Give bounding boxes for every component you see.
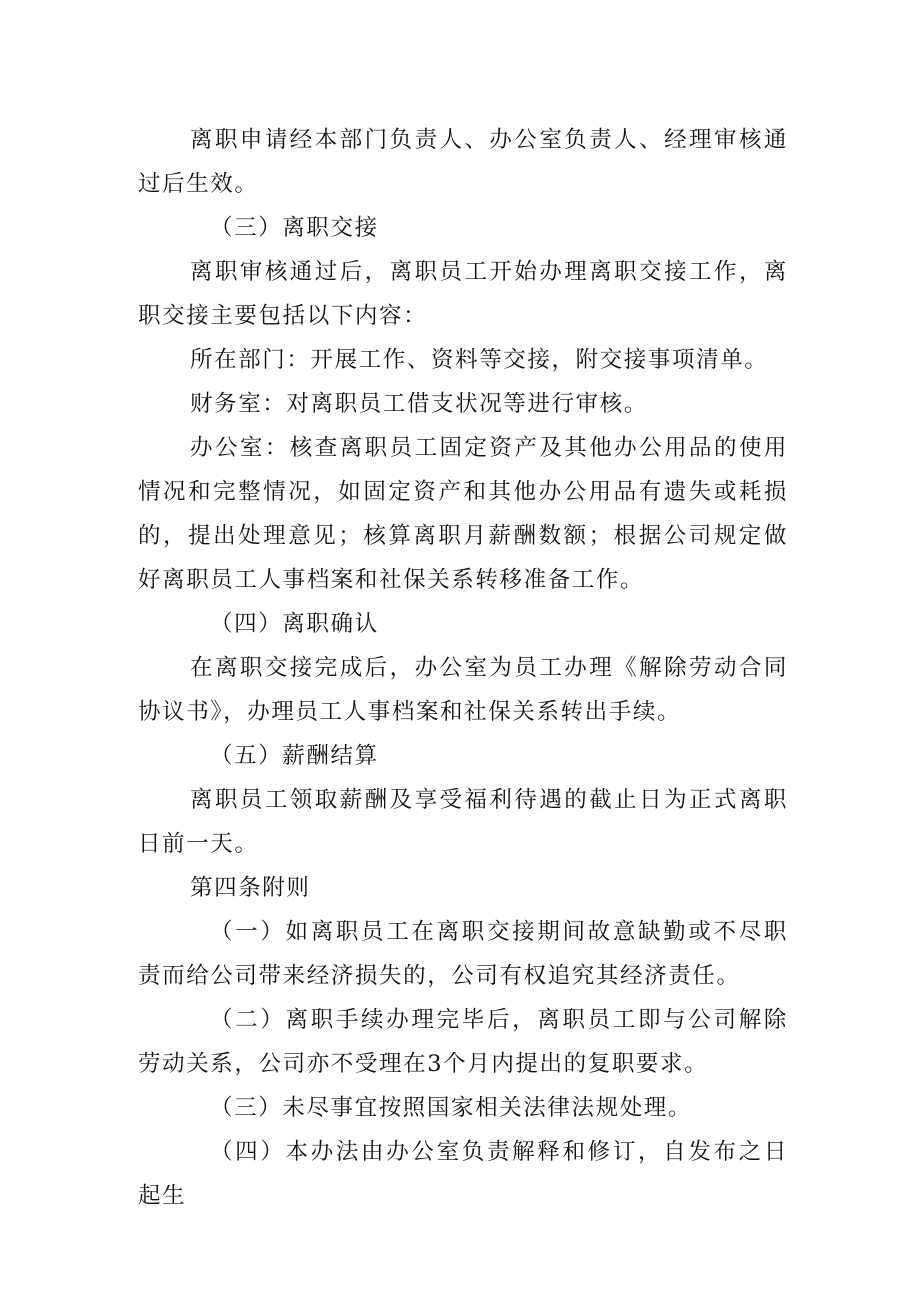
paragraph-confirmation: 在离职交接完成后，办公室为员工办理《解除劳动合同协议书》，办理员工人事档案和社保关系转出手续。 <box>138 655 788 725</box>
paragraph-department-handover: 所在部门：开展工作、资料等交接，附交接事项清单。 <box>190 347 769 373</box>
paragraph-salary-settlement: 离职员工领取薪酬及享受福利待遇的截止日为正式离职日前一天。 <box>138 787 788 857</box>
clause-two: （二）离职手续办理完毕后，离职员工即与公司解除劳动关系，公司亦不受理在3个月内提出的复职要求。 <box>138 1007 788 1077</box>
clause-one: （一）如离职员工在离职交接期间故意缺勤或不尽职责而给公司带来经济损失的，公司有权追究其经济责任。 <box>138 919 788 989</box>
paragraph-approval-effective: 离职申请经本部门负责人、办公室负责人、经理审核通过后生效。 <box>138 127 788 197</box>
paragraph-office-check: 办公室：核查离职员工固定资产及其他办公用品的使用情况和完整情况，如固定资产和其他办公用品有遗失或耗损的，提出处理意见；核算离职月薪酬数额；根据公司规定做好离职员工人事档案和社保关系转移准备工作。 <box>138 435 788 593</box>
heading-confirmation: （四）离职确认 <box>210 611 379 637</box>
heading-salary-settlement: （五）薪酬结算 <box>210 743 379 769</box>
heading-article-four: 第四条附则 <box>190 875 311 901</box>
document-body <box>138 118 788 1218</box>
heading-handover: （三）离职交接 <box>210 215 379 241</box>
paragraph-finance-review: 财务室：对离职员工借支状况等进行审核。 <box>190 391 648 417</box>
clause-four: （四）本办法由办公室负责解释和修订，自发布之日起生 <box>138 1139 788 1209</box>
clause-three: （三）未尽事宜按照国家相关法律法规处理。 <box>210 1095 693 1121</box>
paragraph-handover-intro: 离职审核通过后，离职员工开始办理离职交接工作，离职交接主要包括以下内容： <box>138 259 788 329</box>
